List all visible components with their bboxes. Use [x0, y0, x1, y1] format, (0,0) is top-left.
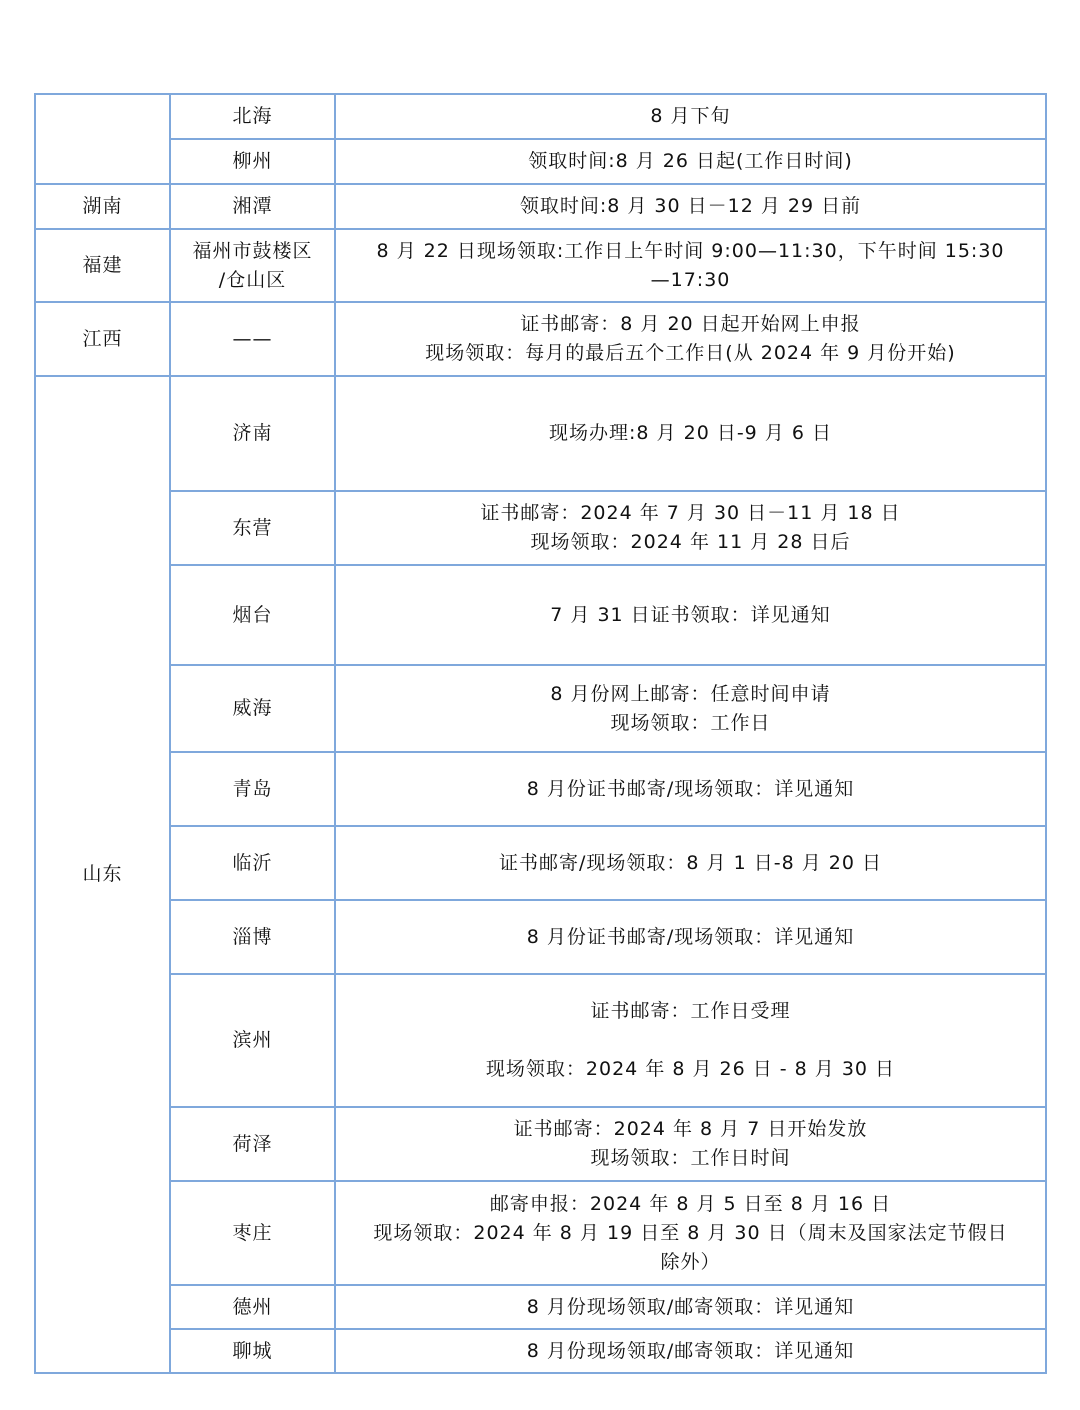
- info-line: 现场领取：2024 年 11 月 28 日后: [530, 531, 851, 553]
- info-cell: 7 月 31 日证书领取：详见通知: [335, 565, 1046, 665]
- table-row: [35, 302, 1046, 376]
- table-row: [35, 752, 1046, 826]
- info-line: 现场领取：2024 年 8 月 26 日 - 8 月 30 日: [485, 1058, 896, 1080]
- city-cell: 聊城: [170, 1329, 335, 1373]
- info-cell: 领取时间:8 月 26 日起(工作日时间): [335, 139, 1046, 184]
- province-cell: 湖南: [35, 184, 170, 229]
- info-line: 除外）: [660, 1250, 721, 1273]
- table-row: [35, 94, 1046, 139]
- table-row: [35, 229, 1046, 302]
- info-line: 证书邮寄：2024 年 8 月 7 日开始发放: [513, 1118, 868, 1140]
- province-cell: 山东: [35, 376, 170, 1373]
- table-row: [35, 1181, 1046, 1285]
- city-line: 福州市鼓楼区: [192, 239, 313, 262]
- info-cell: [335, 974, 1046, 1107]
- info-line: 现场领取：2024 年 8 月 19 日至 8 月 30 日（周末及国家法定节假日: [373, 1221, 1008, 1244]
- info-cell: 8 月份证书邮寄/现场领取：详见通知: [335, 900, 1046, 974]
- info-cell: 8 月下旬: [335, 94, 1046, 139]
- info-cell: 现场办理:8 月 20 日-9 月 6 日: [335, 376, 1046, 491]
- province-cell-blank: [35, 94, 170, 184]
- province-cell: 江西: [35, 302, 170, 376]
- info-line: 8 月 22 日现场领取:工作日上午时间 9:00—11:30，下午时间 15:30: [376, 239, 1005, 262]
- city-cell: 湘潭: [170, 184, 335, 229]
- info-line: 8 月份网上邮寄：任意时间申请: [550, 682, 831, 705]
- info-line: 现场领取：每月的最后五个工作日(从 2024 年 9 月份开始): [425, 342, 956, 364]
- info-cell: 8 月份证书邮寄/现场领取：详见通知: [335, 752, 1046, 826]
- info-line: 证书邮寄：2024 年 7 月 30 日－11 月 18 日: [480, 502, 901, 524]
- city-cell: 枣庄: [170, 1181, 335, 1285]
- info-cell: [335, 491, 1046, 565]
- info-cell: [335, 1181, 1046, 1285]
- table-row: [35, 900, 1046, 974]
- certificate-schedule-table: [34, 93, 1047, 1374]
- info-line: 证书邮寄：工作日受理: [590, 1000, 791, 1022]
- table-row: [35, 565, 1046, 665]
- table-row: [35, 974, 1046, 1107]
- city-cell: ——: [170, 302, 335, 376]
- city-cell: 济南: [170, 376, 335, 491]
- info-line: 现场领取：工作日: [610, 711, 771, 734]
- province-cell: 福建: [35, 229, 170, 302]
- info-line: 邮寄申报：2024 年 8 月 5 日至 8 月 16 日: [489, 1192, 892, 1215]
- table-row: [35, 1107, 1046, 1181]
- info-cell: 8 月份现场领取/邮寄领取：详见通知: [335, 1329, 1046, 1373]
- info-cell: [335, 302, 1046, 376]
- table-row: [35, 665, 1046, 752]
- table-row: [35, 1329, 1046, 1373]
- info-cell: 8 月份现场领取/邮寄领取：详见通知: [335, 1285, 1046, 1329]
- city-cell: 德州: [170, 1285, 335, 1329]
- table-row: [35, 826, 1046, 900]
- info-cell: 证书邮寄/现场领取：8 月 1 日-8 月 20 日: [335, 826, 1046, 900]
- city-cell: 滨州: [170, 974, 335, 1107]
- info-line: 现场领取：工作日时间: [590, 1147, 791, 1169]
- city-cell: 青岛: [170, 752, 335, 826]
- table-row: [35, 139, 1046, 184]
- info-line: 证书邮寄：8 月 20 日起开始网上申报: [520, 313, 861, 335]
- info-line: —17:30: [650, 268, 731, 291]
- table-row: [35, 184, 1046, 229]
- city-cell: 荷泽: [170, 1107, 335, 1181]
- city-line: /仓山区: [218, 268, 287, 291]
- city-cell: [170, 229, 335, 302]
- city-cell: 北海: [170, 94, 335, 139]
- info-cell: [335, 229, 1046, 302]
- table-row: [35, 376, 1046, 491]
- line-spacer: [344, 1026, 1037, 1055]
- table-row: [35, 491, 1046, 565]
- table-row: [35, 1285, 1046, 1329]
- city-cell: 淄博: [170, 900, 335, 974]
- info-cell: 领取时间:8 月 30 日－12 月 29 日前: [335, 184, 1046, 229]
- info-cell: [335, 665, 1046, 752]
- city-cell: 柳州: [170, 139, 335, 184]
- city-cell: 临沂: [170, 826, 335, 900]
- city-cell: 烟台: [170, 565, 335, 665]
- city-cell: 东营: [170, 491, 335, 565]
- city-cell: 威海: [170, 665, 335, 752]
- info-cell: [335, 1107, 1046, 1181]
